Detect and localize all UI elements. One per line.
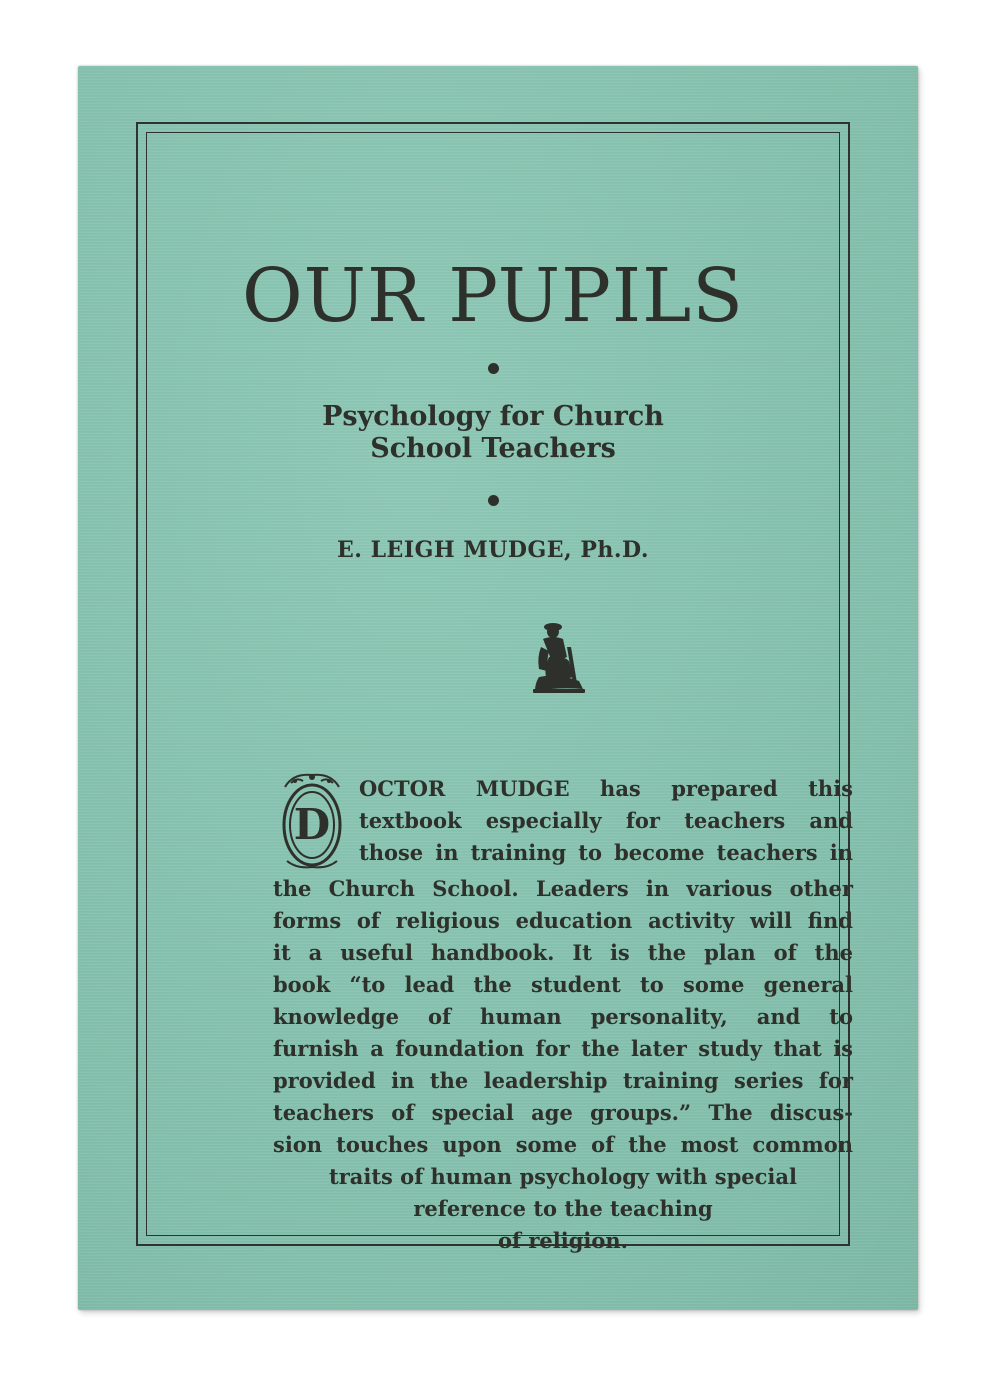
description-line-7: book “to lead the student to some general	[273, 972, 853, 997]
description-line-12: sion touches upon some of the most common	[273, 1132, 853, 1157]
decorative-initial-icon	[273, 769, 351, 873]
description-paragraph	[273, 773, 853, 1257]
subtitle-line-1: Psychology for Church	[322, 401, 664, 432]
drop-cap-letter: D	[293, 800, 331, 849]
subtitle-line-2: School Teachers	[370, 433, 616, 464]
cover-inner-border	[146, 132, 853, 1253]
book-title: OUR PUPILS	[242, 253, 744, 339]
book-author: E. LEIGH MUDGE, Ph.D.	[337, 537, 649, 563]
description-line-11: teachers of special age groups.” The discus-	[273, 1100, 853, 1125]
book-cover	[78, 66, 918, 1310]
cover-border-frame	[136, 122, 853, 1253]
bullet-ornament-1	[488, 363, 499, 374]
description-line-3: those in training to become teachers in	[359, 840, 853, 865]
bullet-ornament-2	[488, 495, 499, 506]
book-description	[273, 773, 853, 1257]
description-line-13: traits of human psychology with special	[329, 1164, 797, 1189]
seated-figure-icon	[529, 617, 589, 695]
description-line-8: knowledge of human personality, and to	[273, 1004, 853, 1029]
description-line-1: OCTOR MUDGE has prepared this	[359, 776, 853, 801]
description-line-5: forms of religious education activity will find	[273, 908, 853, 933]
description-line-4: the Church School. Leaders in various other	[273, 876, 853, 901]
description-line-15: of religion.	[498, 1228, 628, 1253]
description-line-2: textbook especially for teachers and	[359, 808, 853, 833]
description-line-10: provided in the leadership training series for	[273, 1068, 853, 1093]
book-subtitle	[147, 401, 839, 465]
description-line-14: reference to the teaching	[413, 1196, 713, 1221]
description-line-6: it a useful handbook. It is the plan of the	[273, 940, 853, 965]
description-line-9: furnish a foundation for the later study that is	[273, 1036, 853, 1061]
